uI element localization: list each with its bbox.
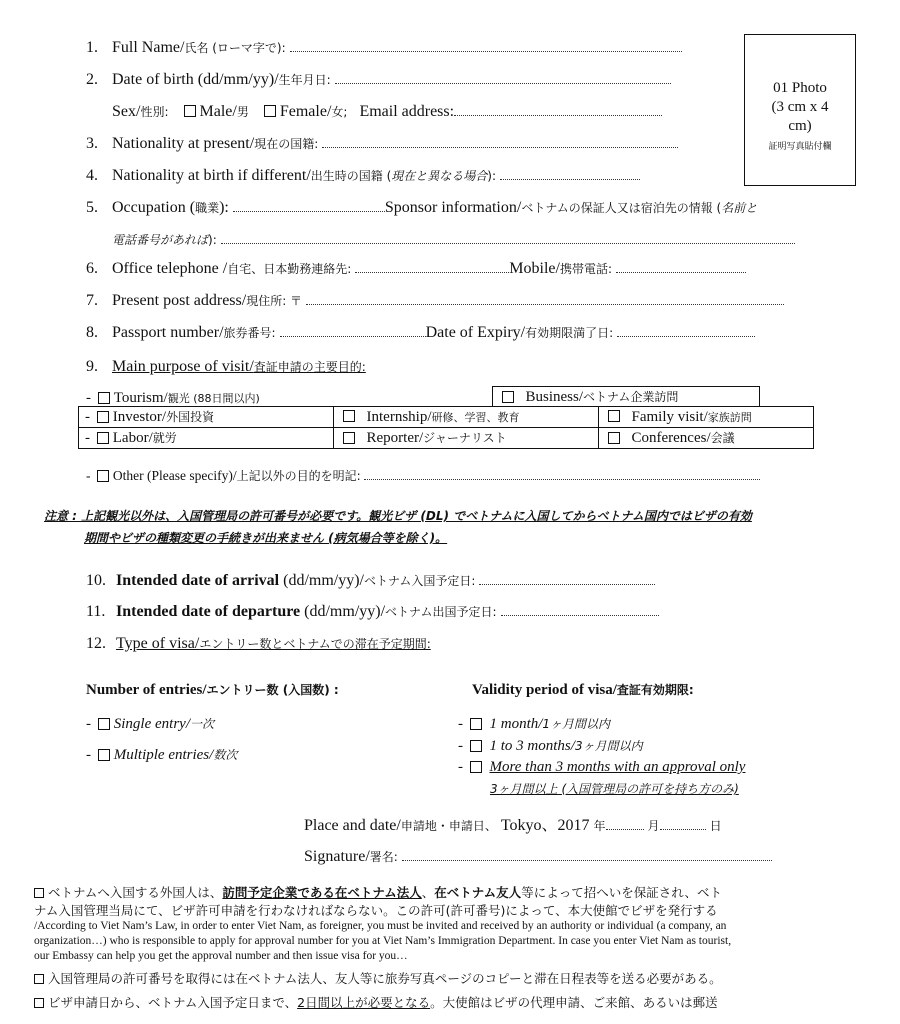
dob-label: Date of birth (dd/mm/yy)/ [112,71,279,88]
single-entry-checkbox[interactable] [98,718,110,730]
place-date-row [304,816,722,836]
arrival-format: (dd/mm/yy)/ [279,572,364,589]
three-month-label: 1 to 3 months/ [489,738,575,754]
sponsor-field[interactable] [221,231,795,244]
place-city: Tokyo、2017 [500,817,590,834]
q4-number: 4. [86,167,98,184]
internship-option [334,407,599,428]
purpose-label-jp: 査証申請の主要目的: [253,360,366,374]
day-field[interactable] [660,817,706,830]
dob-field[interactable] [335,71,671,84]
signature-field[interactable] [402,848,772,861]
female-label-jp: 女; [331,105,348,119]
conferences-label: Conferences/ [631,430,711,446]
expiry-label-jp: 有効期限満了日: [525,326,614,340]
birth-nationality-field[interactable] [500,167,640,180]
q5-number: 5. [86,199,98,216]
address-field[interactable] [306,292,784,305]
footer-p1b: 訪問予定企業である在ベトナム法人 [222,885,422,900]
birth-nationality-row [86,166,640,186]
visa-type-label: Type of visa/ [116,635,200,652]
footer-english-1: /According to Viet Nam’s Law, in order to enter Viet Nam, as foreigner, you must be invited and received by an authority or individual (a company, an [34,920,727,932]
sponsor-label-jp: ベトナムの保証人又は宿泊先の情報 ( [521,201,722,215]
visa-note [44,505,864,549]
investor-label: Investor/ [112,409,167,425]
bullet-icon [34,974,44,984]
bullet-icon [34,888,44,898]
multiple-entry-checkbox[interactable] [98,749,110,761]
investor-option: - Investor/外国投資 [79,407,334,428]
reporter-label: Reporter/ [366,430,424,446]
labor-label: Labor/ [112,430,153,446]
investor-checkbox[interactable] [97,411,109,423]
more-than-three-option: - More than 3 months with an approval only [458,759,746,775]
footer-p1a: ベトナムへ入国する外国人は、 [48,885,223,900]
one-month-option: - 1 month/1ヶ月間以内 [458,716,611,732]
family-label: Family visit/ [631,408,708,425]
three-month-option: - 1 to 3 months/3ヶ月間以内 [458,738,643,754]
q6-number: 6. [86,260,98,277]
labor-checkbox[interactable] [97,432,109,444]
full-name-label: Full Name/ [112,39,185,56]
arrival-label-jp: ベトナム入国予定日: [364,574,476,588]
passport-row [86,323,755,343]
single-entry-label: Single entry/ [113,716,190,732]
family-label-jp: 家族訪問 [707,410,752,424]
female-label: Female/ [279,103,332,120]
departure-label-jp: ベトナム出国予定日: [385,605,497,619]
mobile-field[interactable] [616,260,746,273]
mobile-label: Mobile/ [509,260,560,277]
full-name-row [86,38,682,58]
full-name-field[interactable] [290,39,682,52]
footer-paragraph-2 [34,970,870,988]
male-checkbox[interactable] [184,105,196,117]
footer-p1e: 等によって招へいを保証され、ベト [521,885,722,900]
tourism-label: Tourism/ [113,390,168,406]
nationality-label-jp: 現在の国籍: [254,137,319,151]
telephone-row [86,259,746,279]
male-label: Male/ [199,103,237,120]
entries-heading-jp: エントリー数 (入国数) : [206,683,339,697]
single-entry-label-jp: 一次 [189,717,214,731]
multiple-entry-option: - Multiple entries/数次 [86,747,238,763]
q1-number: 1. [86,39,98,56]
more-than-three-checkbox[interactable] [470,761,482,773]
entries-heading [86,681,339,699]
other-field[interactable] [364,467,760,480]
photo-caption: 証明写真貼付欄 [768,142,832,152]
q2-number: 2. [86,71,98,88]
internship-label-jp: 研修、学習、教育 [431,410,520,424]
business-checkbox[interactable] [502,391,514,403]
other-checkbox[interactable] [97,470,109,482]
passport-field[interactable] [280,324,426,337]
departure-label: Intended date of departure [116,603,301,620]
nationality-label: Nationality at present/ [112,135,255,152]
tourism-checkbox[interactable] [98,392,110,404]
q12-number: 12. [86,635,106,652]
birth-nationality-jp: 出生時の国籍 ( [310,169,392,183]
photo-box[interactable] [744,34,856,186]
departure-field[interactable] [501,603,659,616]
multiple-entry-label: Multiple entries/ [113,747,214,763]
purpose-heading-row [86,357,366,377]
sex-row [112,102,662,122]
dob-label-jp: 生年月日: [278,73,331,87]
more-than-three-label: More than 3 months with an approval only [489,759,746,775]
photo-line1: 01 Photo [773,80,827,96]
labor-option: - Labor/就労 [79,428,334,449]
address-row [86,291,784,311]
address-label: Present post address/ [112,292,247,309]
day-label: 日 [709,819,722,833]
footer-english-2: organization…) who is responsible to apply for approval number for you at Viet Nam’s Immigration Department. In case you enter Viet Nam as tourist, [34,935,732,947]
female-checkbox[interactable] [264,105,276,117]
sponsor-label: Sponsor information/ [384,199,522,216]
reporter-checkbox[interactable] [343,432,355,444]
conferences-label-jp: 会議 [710,431,735,445]
telephone-label-jp: 自宅、日本勤務連絡先: [227,262,352,276]
sponsor-label-jp-note: 名前と [721,201,758,215]
male-label-jp: 男 [236,105,249,119]
occupation-row [86,198,757,218]
passport-label: Passport number/ [112,324,224,341]
purpose-label: Main purpose of visit/ [112,358,254,375]
business-option [492,386,760,406]
expiry-field[interactable] [617,324,755,337]
footer-p1d: 在ベトナム友人 [434,885,522,900]
reporter-option [334,428,599,449]
departure-row [86,602,659,622]
birth-nationality-jp-end: ): [487,169,497,183]
address-label-jp: 現住所: 〒 [246,294,303,308]
tourism-label-jp: 観光 (88日間以内) [167,392,260,405]
family-checkbox[interactable] [608,410,620,422]
entries-heading-label: Number of entries/ [86,682,207,698]
visa-type-label-jp: エントリー数とベトナムでの滞在予定期間: [199,637,431,651]
other-label-jp: 上記以外の目的を明記: [236,469,361,483]
occupation-label-jp: 職業 [195,201,220,215]
full-name-label-jp: 氏名 (ローマ字で): [184,41,286,55]
place-date-label-jp: 申請地・申請日、 [400,819,497,833]
investor-label-jp: 外国投資 [166,410,215,424]
sponsor-phone-note: 電話番号があれば [112,233,209,247]
footer-p3a: ビザ申請日から、ベトナム入国予定日まで、 [48,995,298,1010]
sponsor-phone-note-end: ): [208,233,217,247]
more-than-three-jp-line [490,780,739,798]
family-option [599,407,814,428]
month-label: 月 [647,819,660,833]
one-month-label-jp: 1ヶ月間以内 [542,717,611,731]
purpose-table [78,406,814,449]
footer-notes [34,884,870,1012]
validity-heading-label: Validity period of visa/ [472,682,617,698]
nationality-field[interactable] [322,135,678,148]
dob-row [86,70,671,90]
telephone-field[interactable] [355,260,509,273]
labor-label-jp: 就労 [152,431,177,445]
q3-number: 3. [86,135,98,152]
sponsor-row-2 [112,230,795,250]
internship-label: Internship/ [366,408,432,425]
tourism-option: - Tourism/観光 (88日間以内) [86,390,260,406]
month-field[interactable] [606,817,644,830]
telephone-label: Office telephone / [112,260,228,277]
footer-p2: 入国管理局の許可番号を取得には在ベトナム法人、友人等に旅券写真ページのコピーと滞在日程表等を送る必要がある。 [48,971,722,986]
reporter-label-jp: ジャーナリスト [423,431,507,445]
place-date-label: Place and date/ [304,817,401,834]
signature-label: Signature/ [304,848,370,865]
email-label: Email address: [359,103,455,120]
visa-type-row [86,634,431,654]
arrival-row [86,571,655,591]
footer-p3c: 。大使館はビザの代理申請、ご来館、あるいは郵送 [430,995,718,1010]
footer-p1c: 、 [421,885,435,900]
note-line-2: 期間やビザの種類変更の手続きが出来ません (病気場合等を除く)。 [84,531,448,545]
business-label-jp: ベトナム企業訪問 [583,390,679,404]
signature-label-jp: 署名: [369,850,398,864]
sex-label-jp: 性別: [140,105,169,119]
footer-paragraph-3 [34,994,870,1012]
one-month-label: 1 month/ [489,716,543,732]
signature-row [304,847,772,867]
q10-number: 10. [86,572,106,589]
more-than-three-label-jp: 3ヶ月間以上 (入国管理局の許可を持ち方のみ) [490,782,739,796]
one-month-checkbox[interactable] [470,718,482,730]
other-option: - Other (Please specify)/上記以外の目的を明記: [86,466,760,486]
conferences-checkbox[interactable] [608,432,620,444]
photo-line3: cm) [788,118,812,134]
q11-number: 11. [86,603,106,620]
note-line-1: 注意 : 上記観光以外は、入国管理局の許可番号が必要です。観光ビザ (DL) でベトナムに入国してからベトナム国内ではビザの有効 [44,509,752,523]
year-label: 年 [593,819,606,833]
single-entry-option: - Single entry/一次 [86,716,214,732]
q9-number: 9. [86,358,98,375]
expiry-label: Date of Expiry/ [425,324,526,341]
footer-p3b: 2日間以上が必要となる [297,995,431,1010]
internship-checkbox[interactable] [343,410,355,422]
three-month-label-jp: 3ヶ月間以内 [574,739,643,753]
passport-label-jp: 旅券番号: [223,326,276,340]
business-label: Business/ [525,389,584,405]
conferences-option [599,428,814,449]
bullet-icon [34,998,44,1008]
occupation-field[interactable] [233,199,385,212]
three-month-checkbox[interactable] [470,740,482,752]
multiple-entry-label-jp: 数次 [213,748,238,762]
birth-nationality-label: Nationality at birth if different/ [112,167,311,184]
q8-number: 8. [86,324,98,341]
arrival-label: Intended date of arrival [116,572,280,589]
sex-label: Sex/ [112,103,141,120]
arrival-field[interactable] [479,572,655,585]
occupation-label: Occupation ( [112,199,196,216]
mobile-label-jp: 携帯電話: [559,262,612,276]
footer-paragraph-1 [34,884,870,902]
q7-number: 7. [86,292,98,309]
occupation-label-end: ): [219,199,229,216]
email-field[interactable] [454,103,662,116]
validity-heading-jp: 査証有効期限: [616,683,694,697]
footer-p1f: ナム入国管理当局にて、ビザ許可申請を行わなければならない。この許可(許可番号)によって、本大使館でビザを発行する [34,903,718,918]
validity-heading [472,681,694,699]
other-label: Other (Please specify)/ [112,468,237,483]
footer-english-3: our Embassy can help you get the approval number and then issue visa for you… [34,950,408,962]
photo-line2: (3 cm x 4 [771,99,829,115]
nationality-row [86,134,678,154]
birth-nationality-jp-note: 現在と異なる場合 [391,169,488,183]
departure-format: (dd/mm/yy)/ [300,603,386,620]
